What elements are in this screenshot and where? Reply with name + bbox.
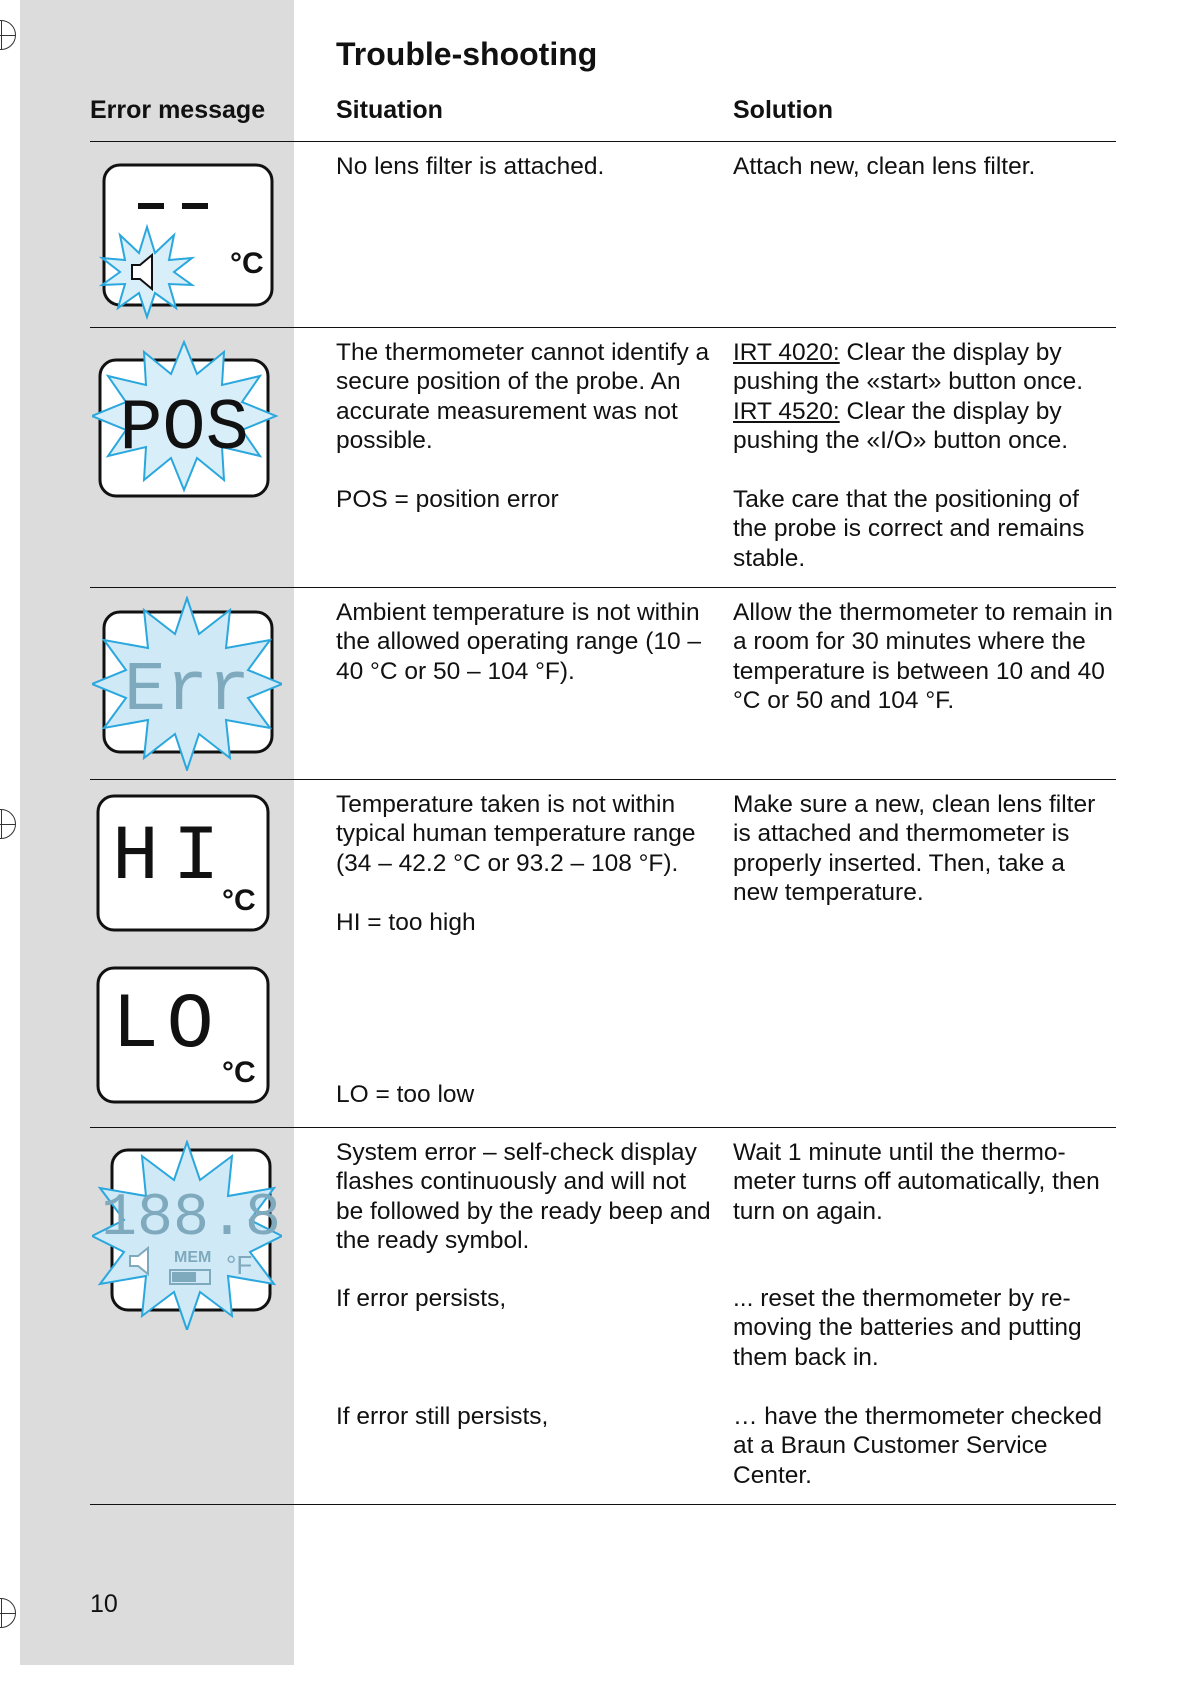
solution-text: ... reset the thermometer by re-moving the batteries and putting them back in. — [733, 1285, 1082, 1371]
lcd-display-hi — [92, 790, 282, 940]
situation-cell — [336, 338, 716, 514]
model-label: IRT 4020: — [733, 339, 840, 366]
registration-mark — [0, 1598, 16, 1628]
divider — [90, 587, 1116, 588]
solution-text: Make sure a new, clean lens filter is attached and thermometer is properly inserted. Then, take a new temperature. — [733, 791, 1096, 907]
lcd-display-err — [92, 596, 282, 771]
lcd-readout: 188.8 — [100, 1185, 282, 1253]
situation-cell — [336, 598, 716, 686]
solution-text: Wait 1 minute until the thermo-meter turns off automatically, then turn on again. — [733, 1139, 1100, 1225]
mem-indicator: MEM — [174, 1249, 212, 1266]
situation-text: The thermometer cannot identify a secure position of the probe. An accurate measurement was not possible. — [336, 339, 710, 455]
situation-text: Temperature taken is not within typical human temperature range (34 – 42.2 °C or 93.2 – 108 °F). — [336, 791, 696, 877]
divider — [90, 327, 1116, 328]
page-title: Trouble-shooting — [336, 36, 598, 72]
lcd-segment — [138, 203, 164, 209]
model-label: IRT 4520: — [733, 397, 840, 425]
celsius-symbol: °C — [222, 884, 256, 917]
fahrenheit-symbol: °F — [226, 1250, 253, 1280]
situation-text: HI = too high — [336, 908, 476, 936]
solution-cell — [733, 1402, 1113, 1490]
solution-text: Attach new, clean lens filter. — [733, 153, 1036, 180]
situation-cell — [336, 1402, 716, 1431]
situation-text: System error – self-check display flashes continuously and will not be followed by the ready beep and the ready symbol. — [336, 1139, 711, 1255]
lcd-display-dashes — [92, 155, 282, 320]
situation-text: Ambient temperature is not within the allowed operating range (10 – 40 °C or 50 – 104 °F). — [336, 599, 702, 685]
situation-cell — [336, 1080, 716, 1109]
lcd-readout: LO — [112, 982, 222, 1070]
solution-text: Take care that the positioning of the probe is correct and remains stable. — [733, 486, 1085, 572]
registration-mark — [0, 809, 16, 839]
lcd-readout: HI — [112, 814, 234, 902]
solution-text — [733, 397, 1113, 456]
solution-cell — [733, 598, 1113, 716]
header-error-message: Error message — [90, 96, 266, 124]
situation-cell — [336, 790, 716, 937]
lcd-display-pos — [92, 340, 282, 500]
solution-cell — [733, 1284, 1113, 1372]
lcd-display-selfcheck — [92, 1140, 282, 1330]
lcd-readout: POS — [119, 388, 249, 470]
lcd-segment — [182, 203, 208, 209]
lcd-readout: Err — [123, 652, 251, 731]
solution-text: Allow the thermometer to remain in a room for 30 minutes where the temperature is between 10 and 40 °C or 50 and 104 °F. — [733, 599, 1113, 715]
solution-text — [733, 338, 1113, 397]
header-situation: Situation — [336, 96, 443, 124]
page-number: 10 — [90, 1590, 118, 1618]
celsius-symbol: °C — [222, 1056, 256, 1089]
situation-text: If error persists, — [336, 1285, 507, 1312]
solution-text: … have the thermometer checked at a Braun Customer Service Center. — [733, 1403, 1103, 1489]
celsius-symbol: °C — [230, 247, 264, 280]
solution-cell — [733, 152, 1113, 181]
situation-text: POS = position error — [336, 486, 559, 514]
header-solution: Solution — [733, 96, 833, 124]
solution-cell — [733, 790, 1113, 908]
situation-cell — [336, 1284, 716, 1313]
solution-cell — [733, 1138, 1113, 1226]
divider — [90, 1127, 1116, 1128]
situation-text: LO = too low — [336, 1081, 475, 1108]
divider — [90, 779, 1116, 780]
situation-cell — [336, 152, 716, 181]
situation-text: If error still persists, — [336, 1403, 549, 1430]
situation-text: No lens filter is attached. — [336, 153, 605, 180]
lcd-display-lo — [92, 962, 282, 1112]
registration-mark — [0, 20, 16, 50]
divider — [90, 141, 1116, 142]
solution-instruction: Clear the display by pushing the «I/O» button once. — [733, 397, 1069, 455]
divider — [90, 1504, 1116, 1505]
solution-instruction: Clear the display by pushing the «start» button once. — [733, 339, 1084, 396]
solution-cell — [733, 338, 1113, 573]
situation-cell — [336, 1138, 716, 1256]
